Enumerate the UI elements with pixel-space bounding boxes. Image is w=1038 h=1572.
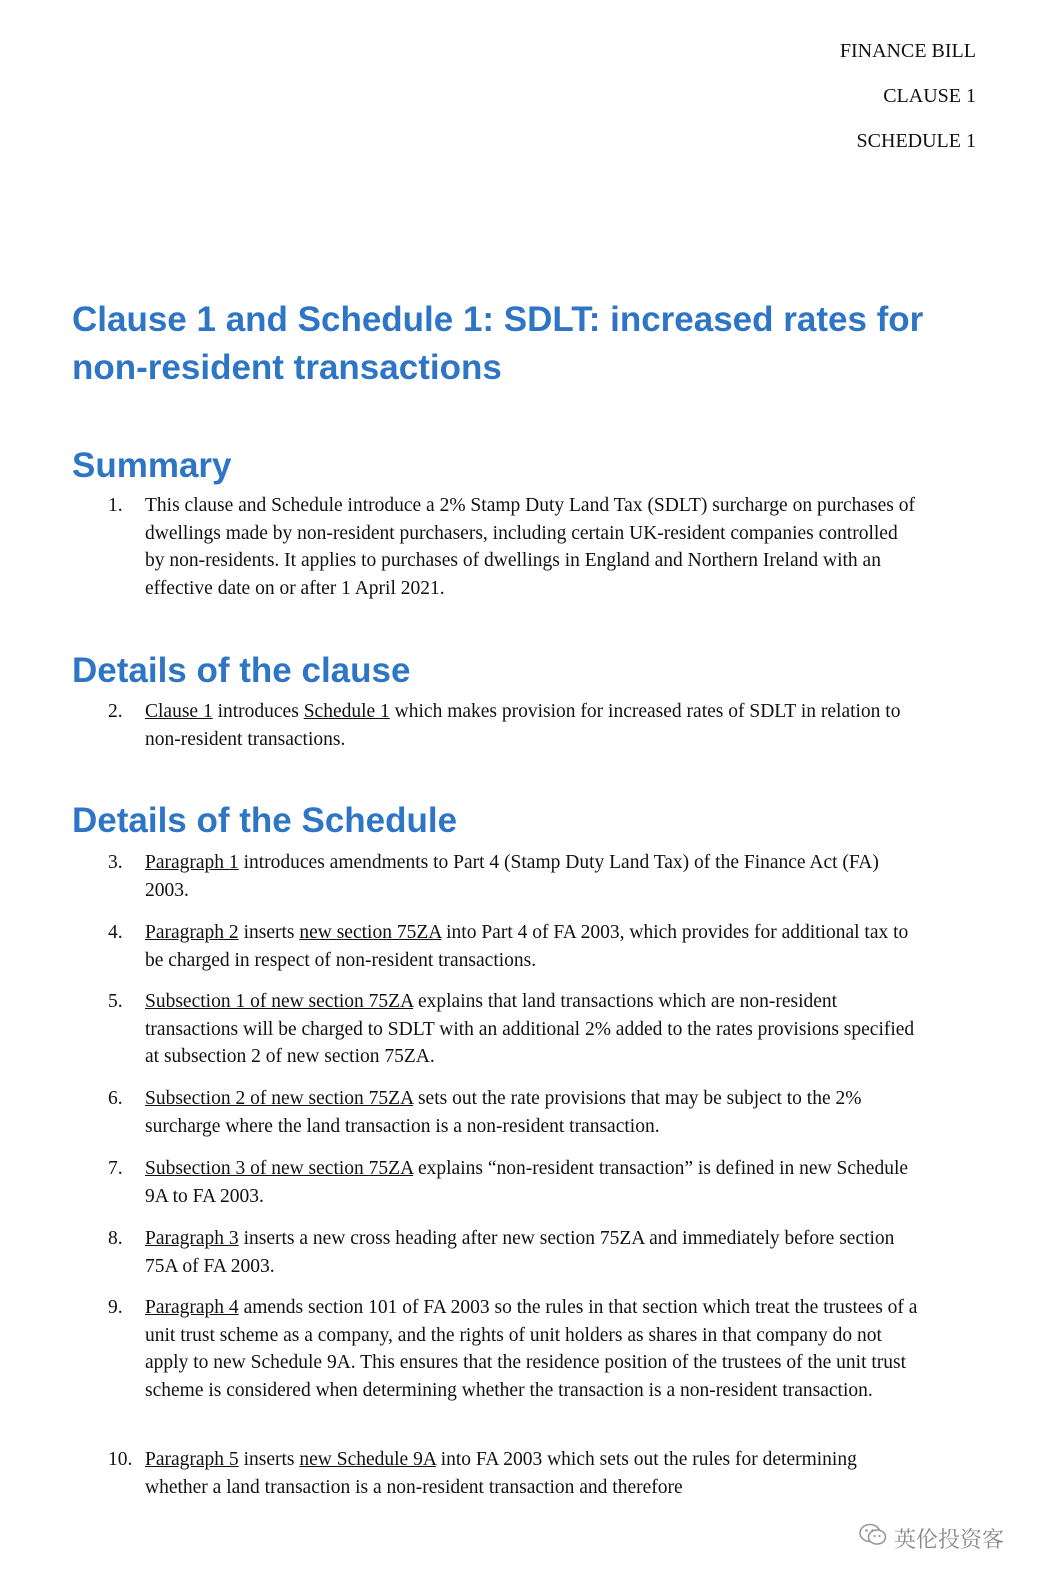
reference-link: Subsection 1 of new section 75ZA xyxy=(145,991,414,1012)
reference-link: new Schedule 9A xyxy=(299,1449,436,1470)
reference-link: Subsection 3 of new section 75ZA xyxy=(145,1158,414,1179)
text-run: inserts a new cross heading after new section 75ZA and immediately before section 75A of FA 2003. xyxy=(145,1228,895,1277)
page-title: Clause 1 and Schedule 1: SDLT: increased rates for non-resident transactions xyxy=(72,300,924,387)
reference-link: Paragraph 5 xyxy=(145,1449,239,1470)
document-header xyxy=(840,40,976,175)
paragraph-number: 4. xyxy=(108,922,123,943)
paragraph-4 xyxy=(108,919,918,974)
paragraph-text xyxy=(145,698,918,753)
paragraph-number: 2. xyxy=(108,701,123,722)
paragraph-number: 9. xyxy=(108,1297,123,1318)
header-schedule: SCHEDULE 1 xyxy=(856,130,976,152)
paragraph-2 xyxy=(108,698,918,753)
text-run: introduces xyxy=(212,701,304,722)
paragraph-text xyxy=(145,1294,918,1404)
text-run: This clause and Schedule introduce a 2% Stamp Duty Land Tax (SDLT) surcharge on purchases of dwellings made by non-resident purchasers, including certain UK-resident companies controlled by non-residents. It applies to purchases of dwellings in England and Northern Ireland with an effective date on or after 1 April 2021. xyxy=(145,495,915,599)
paragraph-text xyxy=(145,1085,918,1140)
text-run: explains that land transactions which are non-resident transactions will be charged to SDLT with an additional 2% added to the rates provisions specified at subsection 2 of new section 75ZA. xyxy=(145,991,915,1067)
text-run: inserts xyxy=(238,922,300,943)
paragraph-3 xyxy=(108,849,918,904)
reference-link: Paragraph 4 xyxy=(145,1297,239,1318)
section-clause: Details of the clause xyxy=(72,651,411,690)
header-clause: CLAUSE 1 xyxy=(883,85,976,107)
reference-link: Paragraph 2 xyxy=(145,922,239,943)
paragraph-10 xyxy=(108,1446,918,1501)
paragraph-number: 6. xyxy=(108,1088,123,1109)
paragraph-number: 5. xyxy=(108,991,123,1012)
paragraph-text xyxy=(145,919,918,974)
text-run: inserts xyxy=(238,1449,300,1470)
paragraph-text xyxy=(145,1446,918,1501)
reference-link: Schedule 1 xyxy=(303,701,390,722)
paragraph-number: 3. xyxy=(108,852,123,873)
paragraph-number: 10. xyxy=(108,1449,133,1470)
section-schedule: Details of the Schedule xyxy=(72,801,458,840)
wechat-icon xyxy=(858,1522,888,1554)
paragraph-text xyxy=(145,492,918,602)
paragraph-9 xyxy=(108,1294,918,1404)
paragraph-text xyxy=(145,1225,918,1280)
paragraph-8 xyxy=(108,1225,918,1280)
paragraph-1 xyxy=(108,492,918,602)
paragraph-text xyxy=(145,988,918,1071)
section-summary: Summary xyxy=(72,446,232,485)
paragraph-number: 8. xyxy=(108,1228,123,1249)
reference-link: Clause 1 xyxy=(145,701,213,722)
reference-link: Paragraph 3 xyxy=(145,1228,239,1249)
watermark-text: 英伦投资客 xyxy=(893,1527,1004,1553)
paragraph-number: 1. xyxy=(108,495,123,516)
paragraph-7 xyxy=(108,1155,918,1210)
reference-link: new section 75ZA xyxy=(299,922,442,943)
text-run: into Part 4 of FA 2003, which provides for additional tax to be charged in respect of non-resident transactions. xyxy=(145,922,909,971)
reference-link: Paragraph 1 xyxy=(145,852,239,873)
header-bill: FINANCE BILL xyxy=(839,40,976,62)
paragraph-6 xyxy=(108,1085,918,1140)
text-run: explains “non-resident transaction” is defined in new Schedule 9A to FA 2003. xyxy=(145,1158,909,1207)
paragraph-5 xyxy=(108,988,918,1071)
text-run: sets out the rate provisions that may be subject to the 2% surcharge where the land transaction is a non-resident transaction. xyxy=(145,1088,862,1137)
text-run: into FA 2003 which sets out the rules for determining whether a land transaction is a non-resident transaction and therefore xyxy=(145,1449,857,1498)
paragraph-text xyxy=(145,849,918,904)
reference-link: Subsection 2 of new section 75ZA xyxy=(145,1088,414,1109)
text-run: amends section 101 of FA 2003 so the rules in that section which treat the trustees of a unit trust scheme as a company, and the rights of unit holders as shares in that company do not apply to new Schedule 9A. This ensures that the residence position of the trustees of the unit trust scheme is considered when determining whether the transaction is a non-resident transaction. xyxy=(145,1297,918,1401)
watermark xyxy=(858,1522,1004,1554)
text-run: which makes provision for increased rates of SDLT in relation to non-resident transactions. xyxy=(145,701,901,750)
paragraph-number: 7. xyxy=(108,1158,123,1179)
paragraph-text xyxy=(145,1155,918,1210)
text-run: introduces amendments to Part 4 (Stamp Duty Land Tax) of the Finance Act (FA) 2003. xyxy=(145,852,879,901)
